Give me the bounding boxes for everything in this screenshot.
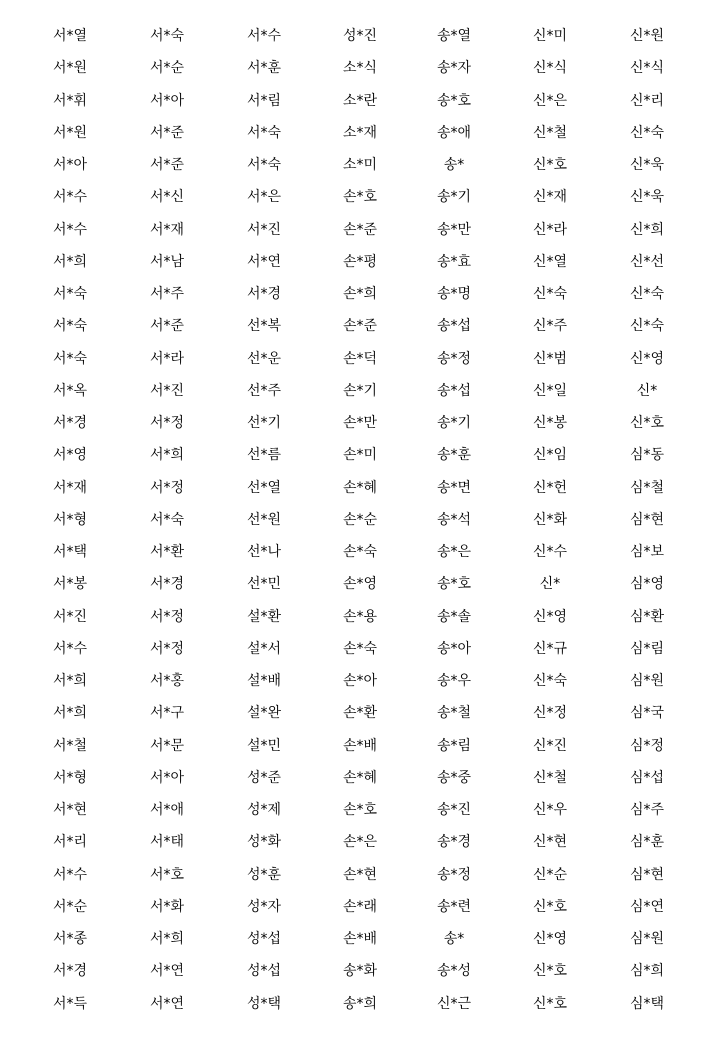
name-cell: 신*은	[532, 92, 568, 109]
name-cell: 신*숙	[629, 124, 665, 141]
name-cell: 성*자	[246, 898, 282, 915]
name-cell: 서*태	[149, 834, 185, 851]
name-cell: 손*영	[342, 576, 378, 593]
name-cell: 신*우	[532, 802, 568, 818]
name-cell: 신*미	[532, 28, 568, 44]
name-cell: 손*숙	[342, 544, 378, 560]
name-cell: 손*아	[342, 673, 378, 689]
name-cell: 신*규	[532, 640, 568, 657]
name-cell: 서*준	[149, 124, 185, 141]
name-cell: 심*희	[629, 963, 665, 980]
name-row	[0, 343, 720, 375]
name-row	[0, 697, 720, 729]
name-row	[0, 375, 720, 407]
name-cell: 송*화	[342, 963, 378, 980]
name-cell: 선*원	[246, 511, 282, 528]
name-cell: 송*아	[436, 640, 472, 657]
name-cell: 서*희	[52, 253, 88, 270]
name-cell: 송*섭	[436, 382, 472, 399]
name-cell: 성*섭	[246, 963, 282, 980]
name-cell: 선*민	[246, 576, 282, 593]
name-cell: 서*구	[149, 705, 185, 722]
name-cell: 신*정	[532, 705, 568, 722]
name-cell: 서*정	[149, 640, 185, 657]
name-cell: 신*호	[532, 963, 568, 980]
name-cell: 서*홍	[149, 673, 185, 689]
name-cell: 성*훈	[246, 866, 282, 883]
name-cell: 심*림	[629, 640, 665, 657]
name-cell: 신*욱	[629, 189, 665, 206]
name-cell: 서*택	[52, 544, 88, 560]
name-row	[0, 181, 720, 213]
name-cell: 손*준	[342, 221, 378, 238]
name-cell: 설*민	[246, 737, 282, 754]
name-cell: 서*원	[52, 124, 88, 141]
name-cell: 손*현	[342, 866, 378, 883]
name-cell: 서*라	[149, 350, 185, 367]
name-cell: 신*호	[629, 415, 665, 431]
name-row	[0, 536, 720, 568]
name-cell: 송*애	[436, 124, 472, 141]
name-cell: 신*	[636, 382, 658, 399]
name-cell: 서*경	[246, 286, 282, 302]
name-cell: 송*호	[436, 92, 472, 109]
name-cell: 서*진	[149, 382, 185, 399]
name-cell: 서*남	[149, 253, 185, 270]
name-cell: 손*배	[342, 931, 378, 947]
name-row	[0, 794, 720, 826]
name-cell: 신*식	[629, 60, 665, 77]
name-cell: 송*경	[436, 834, 472, 851]
name-cell: 송*호	[436, 576, 472, 593]
name-cell: 심*철	[629, 479, 665, 496]
name-cell: 서*경	[52, 963, 88, 980]
name-cell: 송*기	[436, 189, 472, 206]
name-cell: 설*환	[246, 608, 282, 625]
name-row	[0, 472, 720, 504]
name-cell: 손*혜	[342, 769, 378, 786]
name-row	[0, 52, 720, 84]
name-cell: 손*혜	[342, 479, 378, 496]
name-cell: 송*희	[342, 995, 378, 1012]
name-cell: 서*재	[52, 479, 88, 496]
name-cell: 소*재	[342, 124, 378, 141]
name-row	[0, 149, 720, 181]
name-cell: 신*식	[532, 60, 568, 77]
name-cell: 신*숙	[629, 318, 665, 335]
name-cell: 송*석	[436, 511, 472, 528]
name-row	[0, 665, 720, 697]
name-cell: 서*아	[149, 769, 185, 786]
name-cell: 신*숙	[532, 286, 568, 302]
name-cell: 성*준	[246, 769, 282, 786]
name-cell: 서*숙	[149, 511, 185, 528]
name-cell: 신*재	[532, 189, 568, 206]
name-cell: 서*정	[149, 479, 185, 496]
name-cell: 서*진	[52, 608, 88, 625]
name-row	[0, 85, 720, 117]
name-row	[0, 891, 720, 923]
name-cell: 선*운	[246, 350, 282, 367]
name-cell: 신*화	[532, 511, 568, 528]
name-cell: 서*아	[52, 157, 88, 173]
name-cell: 서*형	[52, 511, 88, 528]
name-cell: 손*호	[342, 189, 378, 206]
name-cell: 송*명	[436, 286, 472, 302]
name-cell: 송*련	[436, 898, 472, 915]
name-cell: 성*진	[342, 28, 378, 44]
name-cell: 서*열	[52, 28, 88, 44]
name-cell: 서*영	[52, 447, 88, 464]
name-row	[0, 246, 720, 278]
name-cell: 송*기	[436, 415, 472, 431]
name-cell: 신*희	[629, 221, 665, 238]
name-row	[0, 310, 720, 342]
name-cell: 심*원	[629, 931, 665, 947]
name-cell: 손*호	[342, 802, 378, 818]
name-cell: 서*진	[246, 221, 282, 238]
name-cell: 서*수	[52, 866, 88, 883]
name-cell: 서*수	[246, 28, 282, 44]
name-cell: 서*숙	[52, 318, 88, 335]
name-cell: 서*득	[52, 995, 88, 1012]
name-row	[0, 988, 720, 1020]
name-cell: 송*열	[436, 28, 472, 44]
name-cell: 서*정	[149, 608, 185, 625]
name-cell: 선*주	[246, 382, 282, 399]
name-cell: 설*완	[246, 705, 282, 722]
name-cell: 송*훈	[436, 447, 472, 464]
name-cell: 송*은	[436, 544, 472, 560]
name-cell: 설*서	[246, 640, 282, 657]
name-cell: 손*용	[342, 608, 378, 625]
name-cell: 신*리	[629, 92, 665, 109]
name-cell: 서*수	[52, 221, 88, 238]
name-cell: 소*미	[342, 157, 378, 173]
name-cell: 손*덕	[342, 350, 378, 367]
name-cell: 송*정	[436, 866, 472, 883]
name-cell: 서*현	[52, 802, 88, 818]
name-cell: 서*화	[149, 898, 185, 915]
name-cell: 심*국	[629, 705, 665, 722]
name-cell: 서*희	[52, 705, 88, 722]
name-cell: 서*은	[246, 189, 282, 206]
name-cell: 심*정	[629, 737, 665, 754]
name-cell: 서*종	[52, 931, 88, 947]
name-cell: 신*호	[532, 157, 568, 173]
name-cell: 선*름	[246, 447, 282, 464]
name-cell: 심*섭	[629, 769, 665, 786]
name-cell: 서*수	[52, 189, 88, 206]
name-row	[0, 439, 720, 471]
name-cell: 신*순	[532, 866, 568, 883]
name-row	[0, 859, 720, 891]
name-cell: 송*철	[436, 705, 472, 722]
name-cell: 심*원	[629, 673, 665, 689]
name-row	[0, 117, 720, 149]
name-cell: 신*근	[436, 995, 472, 1012]
name-cell: 손*평	[342, 253, 378, 270]
name-cell: 신*선	[629, 253, 665, 270]
name-cell: 신*호	[532, 995, 568, 1012]
name-cell: 서*정	[149, 415, 185, 431]
name-cell: 서*재	[149, 221, 185, 238]
name-row	[0, 20, 720, 52]
name-cell: 심*영	[629, 576, 665, 593]
name-cell: 서*애	[149, 802, 185, 818]
name-cell: 신*영	[629, 350, 665, 367]
name-cell: 송*정	[436, 350, 472, 367]
name-cell: 송*림	[436, 737, 472, 754]
name-cell: 서*숙	[52, 350, 88, 367]
name-cell: 심*현	[629, 511, 665, 528]
name-cell: 성*화	[246, 834, 282, 851]
name-cell: 선*기	[246, 415, 282, 431]
name-cell: 신*수	[532, 544, 568, 560]
name-cell: 성*제	[246, 802, 282, 818]
name-cell: 손*만	[342, 415, 378, 431]
name-cell: 손*래	[342, 898, 378, 915]
name-row	[0, 762, 720, 794]
name-cell: 손*은	[342, 834, 378, 851]
name-cell: 송*우	[436, 673, 472, 689]
name-cell: 손*환	[342, 705, 378, 722]
name-cell: 서*문	[149, 737, 185, 754]
name-cell: 신*철	[532, 769, 568, 786]
name-cell: 신*진	[532, 737, 568, 754]
name-cell: 서*희	[52, 673, 88, 689]
name-cell: 손*미	[342, 447, 378, 464]
name-cell: 서*휘	[52, 92, 88, 109]
name-cell: 서*림	[246, 92, 282, 109]
name-cell: 서*호	[149, 866, 185, 883]
name-cell: 소*식	[342, 60, 378, 77]
name-cell: 서*연	[149, 963, 185, 980]
name-row	[0, 730, 720, 762]
name-cell: 신*철	[532, 124, 568, 141]
name-cell: 손*준	[342, 318, 378, 335]
name-cell: 서*숙	[52, 286, 88, 302]
name-cell: 심*현	[629, 866, 665, 883]
name-cell: 성*섭	[246, 931, 282, 947]
name-cell: 송*만	[436, 221, 472, 238]
name-row	[0, 633, 720, 665]
name-cell: 신*주	[532, 318, 568, 335]
name-cell: 송*섭	[436, 318, 472, 335]
name-cell: 소*란	[342, 92, 378, 109]
name-cell: 서*철	[52, 737, 88, 754]
name-cell: 신*원	[629, 28, 665, 44]
name-cell: 송*	[443, 931, 465, 947]
name-cell: 심*훈	[629, 834, 665, 851]
name-cell: 손*기	[342, 382, 378, 399]
name-cell: 신*범	[532, 350, 568, 367]
name-row	[0, 955, 720, 987]
name-cell: 서*희	[149, 931, 185, 947]
name-cell: 서*준	[149, 157, 185, 173]
name-cell: 서*연	[246, 253, 282, 270]
name-cell: 신*라	[532, 221, 568, 238]
name-cell: 선*열	[246, 479, 282, 496]
name-row	[0, 278, 720, 310]
name-cell: 송*면	[436, 479, 472, 496]
name-cell: 심*연	[629, 898, 665, 915]
name-cell: 신*영	[532, 931, 568, 947]
name-cell: 서*숙	[149, 28, 185, 44]
name-cell: 서*형	[52, 769, 88, 786]
name-cell: 송*중	[436, 769, 472, 786]
name-cell: 신*호	[532, 898, 568, 915]
name-cell: 송*진	[436, 802, 472, 818]
name-cell: 서*신	[149, 189, 185, 206]
name-row	[0, 826, 720, 858]
name-cell: 신*숙	[629, 286, 665, 302]
name-cell: 신*일	[532, 382, 568, 399]
name-cell: 서*준	[149, 318, 185, 335]
name-cell: 송*효	[436, 253, 472, 270]
name-cell: 심*택	[629, 995, 665, 1012]
name-cell: 서*순	[52, 898, 88, 915]
name-cell: 서*아	[149, 92, 185, 109]
name-row	[0, 568, 720, 600]
name-cell: 신*열	[532, 253, 568, 270]
name-cell: 손*배	[342, 737, 378, 754]
name-cell: 송*솔	[436, 608, 472, 625]
name-cell: 서*원	[52, 60, 88, 77]
name-cell: 서*숙	[246, 124, 282, 141]
name-cell: 서*경	[52, 415, 88, 431]
name-cell: 신*숙	[532, 673, 568, 689]
name-cell: 신*봉	[532, 415, 568, 431]
name-cell: 신*현	[532, 834, 568, 851]
name-cell: 신*헌	[532, 479, 568, 496]
name-cell: 서*옥	[52, 382, 88, 399]
name-cell: 심*동	[629, 447, 665, 464]
name-row	[0, 407, 720, 439]
name-cell: 송*	[443, 157, 465, 173]
name-cell: 신*	[539, 576, 561, 593]
name-cell: 송*성	[436, 963, 472, 980]
name-row	[0, 504, 720, 536]
name-cell: 신*영	[532, 608, 568, 625]
name-cell: 서*수	[52, 640, 88, 657]
name-row	[0, 923, 720, 955]
name-row	[0, 214, 720, 246]
name-cell: 서*훈	[246, 60, 282, 77]
name-row	[0, 601, 720, 633]
name-cell: 서*환	[149, 544, 185, 560]
name-cell: 송*자	[436, 60, 472, 77]
name-cell: 설*배	[246, 673, 282, 689]
name-cell: 신*임	[532, 447, 568, 464]
name-cell: 서*경	[149, 576, 185, 593]
name-cell: 선*나	[246, 544, 282, 560]
name-cell: 서*연	[149, 995, 185, 1012]
name-cell: 서*봉	[52, 576, 88, 593]
name-cell: 손*순	[342, 511, 378, 528]
name-cell: 심*보	[629, 544, 665, 560]
name-cell: 성*택	[246, 995, 282, 1012]
name-cell: 서*희	[149, 447, 185, 464]
name-cell: 손*숙	[342, 640, 378, 657]
name-cell: 서*리	[52, 834, 88, 851]
name-cell: 심*환	[629, 608, 665, 625]
name-cell: 서*주	[149, 286, 185, 302]
name-cell: 선*복	[246, 318, 282, 335]
name-cell: 심*주	[629, 802, 665, 818]
name-cell: 신*욱	[629, 157, 665, 173]
name-cell: 손*희	[342, 286, 378, 302]
name-cell: 서*숙	[246, 157, 282, 173]
name-cell: 서*순	[149, 60, 185, 77]
